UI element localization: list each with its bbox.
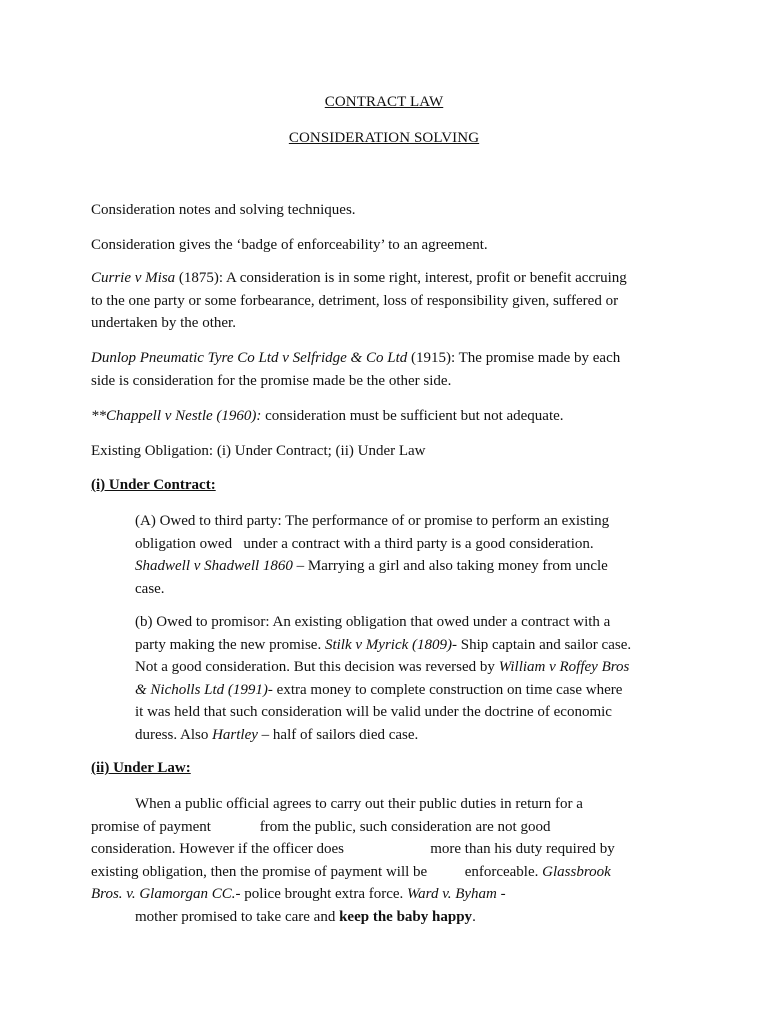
dunlop-line-1: Dunlop Pneumatic Tyre Co Ltd v Selfridge & Co Ltd (1915): The promise made by each xyxy=(91,350,621,366)
case-name: & Nicholls Ltd (1991) xyxy=(135,681,268,698)
chappell-paragraph: **Chappell v Nestle (1960): consideration must be sufficient but not adequate. xyxy=(91,408,564,424)
case-name: Shadwell v Shadwell 1860 xyxy=(135,558,293,574)
case-name: **Chappell v Nestle (1960): xyxy=(91,408,262,424)
line: obligation owed under a contract with a third party is a good consideration. xyxy=(135,535,594,552)
case-name: Currie v Misa xyxy=(91,270,176,286)
case-name: Glassbrook xyxy=(542,863,611,880)
currie-line-1: Currie v Misa (1875): A consideration is in some right, interest, profit or benefit accruing xyxy=(91,270,627,286)
under-contract-heading: (i) Under Contract: xyxy=(91,477,216,493)
line: case. xyxy=(135,580,165,597)
emphasis: keep the baby happy xyxy=(339,908,473,925)
dunlop-paragraph xyxy=(91,347,691,392)
case-name: Bros. v. Glamorgan CC. xyxy=(91,886,236,902)
case-name: Dunlop Pneumatic Tyre Co Ltd v Selfridge & Co Ltd xyxy=(91,350,408,366)
line: Shadwell v Shadwell 1860 – Marrying a girl and also taking money from uncle xyxy=(135,558,608,574)
line: consideration. However if the officer does more than his duty required by xyxy=(91,841,615,857)
intro-notes: Consideration notes and solving techniques. xyxy=(91,202,356,218)
line: (A) Owed to third party: The performance of or promise to perform an existing xyxy=(135,513,610,529)
line: When a public official agrees to carry out their public duties in return for a xyxy=(135,796,583,812)
intro-badge: Consideration gives the ‘badge of enforceability’ to an agreement. xyxy=(91,237,488,253)
line: existing obligation, then the promise of payment will be enforceable. Glassbrook xyxy=(91,863,611,880)
line: Not a good consideration. But this decision was reversed by William v Roffey Bros xyxy=(135,659,630,675)
third-party-paragraph xyxy=(135,510,655,600)
currie-paragraph xyxy=(91,267,691,335)
dunlop-line-2: side is consideration for the promise made be the other side. xyxy=(91,372,452,389)
case-name: Hartley xyxy=(212,726,258,743)
line: mother promised to take care and keep the baby happy. xyxy=(135,908,476,925)
currie-line-3: undertaken by the other. xyxy=(91,315,236,331)
case-name: Ward v. Byham xyxy=(407,886,497,902)
line: party making the new promise. Stilk v Myrick (1809)- Ship captain and sailor case. xyxy=(135,636,632,653)
case-name: William v Roffey Bros xyxy=(498,659,630,675)
line: & Nicholls Ltd (1991)- extra money to complete construction on time case where xyxy=(135,681,623,698)
under-law-heading: (ii) Under Law: xyxy=(91,760,191,776)
line: it was held that such consideration will be valid under the doctrine of economic xyxy=(135,704,612,720)
under-law-paragraph xyxy=(91,793,691,928)
line: duress. Also Hartley – half of sailors died case. xyxy=(135,726,419,743)
document-subtitle: CONSIDERATION SOLVING xyxy=(288,130,480,146)
document-title: CONTRACT LAW xyxy=(324,94,444,110)
promisor-paragraph xyxy=(135,611,655,746)
line: promise of payment from the public, such consideration are not good xyxy=(91,818,551,835)
line: (b) Owed to promisor: An existing obligation that owed under a contract with a xyxy=(135,614,611,630)
currie-line-2: to the one party or some forbearance, detriment, loss of responsibility given, suffered or xyxy=(91,292,619,309)
line: Bros. v. Glamorgan CC.- police brought extra force. Ward v. Byham - xyxy=(91,886,506,902)
existing-obligation: Existing Obligation: (i) Under Contract; (ii) Under Law xyxy=(91,443,426,459)
case-name: Stilk v Myrick (1809) xyxy=(324,636,452,653)
